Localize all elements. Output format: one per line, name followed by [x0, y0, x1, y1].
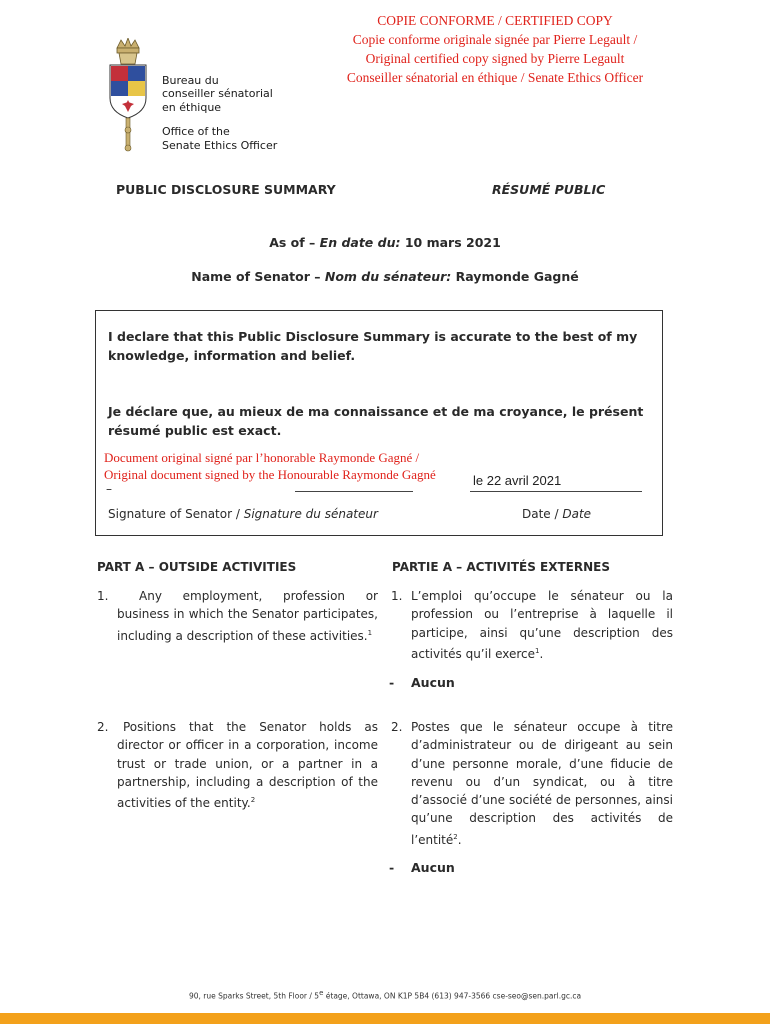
item-1-fr-text: L’emploi qu’occupe le sénateur ou la profession ou l’entreprise à laquelle il participe, ainsi qu’une description des activités qu’il exerce — [411, 589, 673, 661]
office-name-en-2: Senate Ethics Officer — [162, 138, 278, 152]
footer-address — [0, 989, 770, 1001]
certified-copy-title: COPIE CONFORME / CERTIFIED COPY — [377, 13, 613, 28]
office-name-fr-3: en éthique — [162, 100, 222, 114]
signature-label — [108, 507, 378, 521]
item-1-number: 1. — [97, 589, 109, 603]
signature-label-en: Signature of Senator / — [108, 507, 244, 521]
senator-line — [0, 269, 770, 284]
item-2-fr-number: 2. — [391, 720, 403, 734]
item-1-fr-number: 1. — [391, 589, 403, 603]
part-a-title-fr: PARTIE A – ACTIVITÉS EXTERNES — [392, 560, 611, 574]
footer-bar — [0, 1013, 770, 1024]
footer-address-sup: e — [319, 989, 324, 997]
senator-label: Name of Senator – — [191, 269, 325, 284]
title-en: PUBLIC DISCLOSURE SUMMARY — [116, 182, 336, 197]
item-2-answer: Aucun — [411, 860, 455, 875]
item-2-en — [97, 718, 378, 812]
item-2-number: 2. — [97, 720, 109, 734]
signature-dash: – — [106, 482, 112, 496]
declaration-fr: Je déclare que, au mieux de ma connaissance et de ma croyance, le présent résumé public est exact. — [108, 404, 644, 438]
item-2-fr — [391, 718, 673, 849]
senator-label-fr: Nom du sénateur: — [324, 269, 452, 284]
item-2-en-text: Positions that the Senator holds as director or officer in a corporation, income trust or trade union, or a partner in a partnership, including a description of the activities of the entity. — [117, 720, 378, 811]
signed-note-fr: Document original signé par l’honorable Raymonde Gagné / — [104, 450, 420, 465]
senator-name: Raymonde Gagné — [451, 269, 579, 284]
signature-label-fr: Signature du sénateur — [243, 507, 378, 521]
item-2-fr-footnote: 2 — [453, 832, 458, 841]
signature-date-value: le 22 avril 2021 — [473, 473, 562, 488]
footer-address-start: 90, rue Sparks Street, 5th Floor / 5 — [188, 991, 320, 1001]
date-label-en: Date / — [522, 507, 563, 521]
certified-copy-line-fr: Copie conforme originale signée par Pierre Legault / — [352, 32, 638, 47]
as-of-label-fr: En date du: — [319, 235, 401, 250]
item-1-en — [97, 587, 378, 645]
signature-line — [295, 491, 413, 492]
date-label — [522, 507, 591, 521]
as-of-line — [0, 235, 770, 250]
as-of-value: 10 mars 2021 — [400, 235, 501, 250]
office-name-fr-2: conseiller sénatorial — [162, 87, 273, 101]
title-fr: RÉSUMÉ PUBLIC — [492, 182, 606, 197]
senate-crest-icon — [104, 38, 152, 154]
item-2-fr-end: . — [457, 832, 462, 847]
office-name-fr-1: Bureau du — [162, 74, 219, 87]
certified-copy-officer: Conseiller sénatorial en éthique / Senate Ethics Officer — [346, 70, 644, 85]
part-a-title-en: PART A – OUTSIDE ACTIVITIES — [97, 560, 297, 574]
item-1-en-text: Any employment, profession or business in which the Senator participates, including a description of these activities. — [117, 589, 378, 643]
item-2-fr-text: Postes que le sénateur occupe à titre d’administrateur ou de dirigeant au sein d’une personne morale, d’une fiducie de revenu ou d’un syndicat, ou à titre d’associé d’une société de personnes, ainsi qu’une description des activités de l’entité — [411, 720, 673, 847]
office-name-en-1: Office of the — [162, 125, 230, 139]
office-name — [162, 74, 277, 152]
item-2-answer-dash: - — [389, 860, 395, 875]
date-label-fr: Date — [562, 507, 592, 521]
signed-note-en: Original document signed by the Honourable Raymonde Gagné — [104, 467, 436, 482]
item-1-answer-dash: - — [389, 675, 395, 690]
item-1-fr — [391, 587, 673, 663]
item-1-en-footnote: 1 — [367, 628, 373, 637]
certified-copy-line-en: Original certified copy signed by Pierre Legault — [365, 51, 625, 66]
item-1-fr-end: . — [539, 646, 544, 661]
date-line — [470, 491, 642, 492]
signed-note — [104, 449, 436, 483]
footer-address-end: étage, Ottawa, ON K1P 5B4 (613) 947-3566 cse-seo@sen.parl.gc.ca — [323, 991, 582, 1001]
certified-copy-stamp — [330, 11, 660, 87]
declaration-en: I declare that this Public Disclosure Summary is accurate to the best of my knowledge, information and belief. — [108, 329, 638, 363]
item-2-en-footnote: 2 — [250, 796, 256, 805]
as-of-label: As of – — [269, 235, 320, 250]
item-1-fr-footnote: 1 — [535, 646, 540, 655]
item-1-answer: Aucun — [411, 675, 455, 690]
